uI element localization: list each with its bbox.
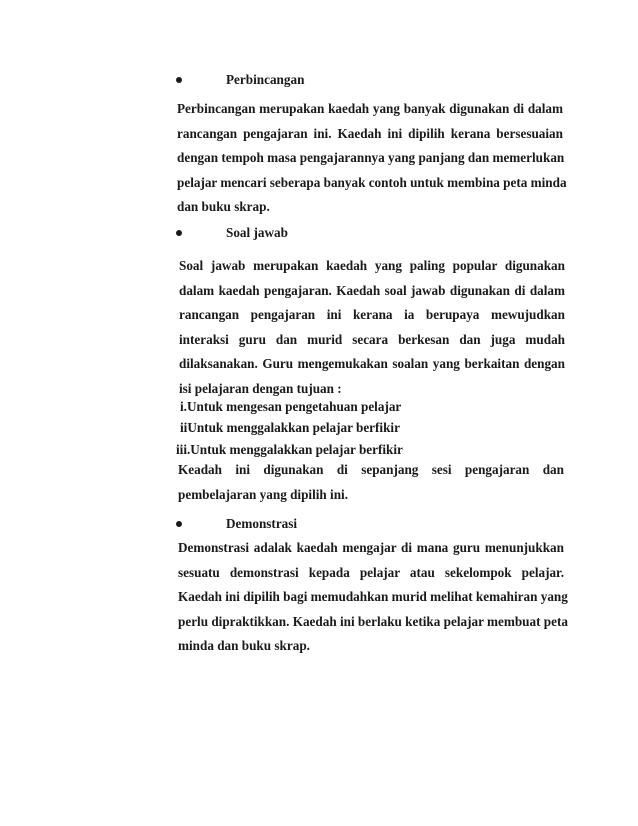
text-line: rancangan pengajaran ini kerana ia berupaya mewujudkan	[179, 307, 565, 322]
bullet-item-perbincangan	[176, 70, 305, 90]
text-line: isi pelajaran dengan tujuan :	[179, 380, 342, 396]
paragraph-perbincangan	[177, 97, 567, 220]
list-item: i.Untuk mengesan pengetahuan pelajar	[180, 399, 402, 414]
text-line: perlu dipraktikkan. Kaedah ini berlaku ketika pelajar membuat peta	[178, 613, 568, 629]
paragraph-soal-jawab	[179, 254, 565, 401]
text-line: pelajar mencari seberapa banyak contoh untuk membina peta minda	[177, 174, 567, 190]
text-line: dalam kaedah pengajaran. Kaedah soal jawab digunakan di dalam	[179, 282, 565, 298]
text-line: Keadah ini digunakan di sepanjang sesi pengajaran dan	[178, 462, 564, 477]
bullet-item-demonstrasi	[176, 514, 298, 534]
bullet-item-soal-jawab	[176, 223, 288, 243]
text-line: sesuatu demonstrasi kepada pelajar atau sekelompok pelajar.	[178, 564, 564, 580]
section-heading: Perbincangan	[226, 72, 305, 87]
text-line: Soal jawab merupakan kaedah yang paling popular digunakan	[179, 258, 565, 273]
text-line: Perbincangan merupakan kaedah yang banyak digunakan di dalam	[177, 101, 563, 116]
text-line: minda dan buku skrap.	[178, 638, 310, 653]
text-line: interaksi guru dan murid secara berkesan dan juga mudah	[179, 331, 565, 347]
text-line: rancangan pengajaran ini. Kaedah ini dipilih kerana bersesuaian	[177, 125, 563, 141]
text-line: dan buku skrap.	[177, 199, 270, 214]
list-item: iiUntuk menggalakkan pelajar berfikir	[180, 420, 400, 435]
bullet-icon	[176, 521, 182, 527]
text-line: dengan tempoh masa pengajarannya yang panjang dan memerlukan	[177, 150, 565, 165]
bullet-icon	[176, 77, 182, 83]
text-line: pembelajaran yang dipilih ini.	[178, 486, 349, 502]
list-item: iii.Untuk menggalakkan pelajar berfikir	[176, 442, 403, 457]
section-heading: Soal jawab	[226, 225, 288, 240]
paragraph-demonstrasi	[178, 536, 568, 659]
section-heading: Demonstrasi	[226, 516, 298, 531]
text-line: dilaksanakan. Guru mengemukakan soalan yang berkaitan dengan	[179, 356, 565, 371]
text-line: Demonstrasi adalak kaedah mengajar di mana guru menunjukkan	[178, 540, 564, 555]
text-line: Kaedah ini dipilih bagi memudahkan murid melihat kemahiran yang	[178, 589, 568, 604]
paragraph-soal-jawab-continued	[178, 458, 564, 507]
bullet-icon	[176, 230, 182, 236]
